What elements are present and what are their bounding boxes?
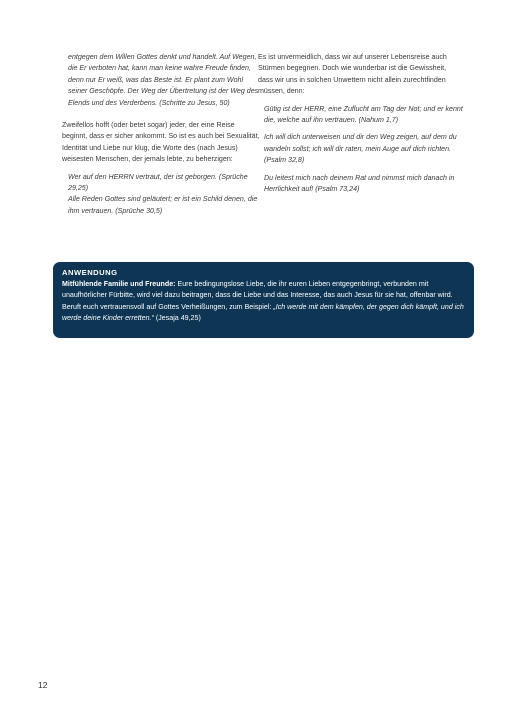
quote-psalm-32: Ich will dich unterweisen und dir den Weg zeigen, auf dem du wandeln sollst; ich will dir raten, mein Auge auf dich richten. (Psalm 32,8): [264, 133, 457, 165]
application-heading: ANWENDUNG: [62, 268, 118, 277]
page-number: 12: [38, 680, 48, 690]
quote-proverbs-29: Wer auf den HERRN vertraut, der ist geborgen. (Sprüche 29,25): [68, 172, 248, 193]
application-text: [62, 279, 465, 324]
application-box: [53, 262, 474, 338]
right-column: [258, 52, 463, 195]
application-quote: „Ich werde mit dem kämpfen, der gegen dich kämpft, und ich werde deine Kinder erretten.“: [62, 302, 464, 322]
quote-nahum: Gütig ist der HERR, eine Zuflucht am Tag der Not; und er kennt die, welche auf ihn vertrauen. (Nahum 1,7): [264, 104, 463, 125]
application-lead: Mitfühlende Familie und Freunde:: [62, 280, 176, 289]
application-source: (Jesaja 49,25): [153, 313, 201, 322]
application-body: Eure bedingungslose Liebe, die ihr euren Lieben entgegenbringt, verbunden mit unaufhörlicher Fürbitte, wird viel dazu beitragen, dass die Liebe und das Interesse, das auch Jesus für sie hat, offenbar wird. Beruft euch vertrauensvoll auf Gottes Verheißungen, zum Beispiel:: [62, 280, 453, 311]
left-column: [62, 52, 260, 217]
quote-top: entgegen dem Willen Gottes denkt und handelt. Auf Wegen, die Er verboten hat, kann man keine wahre Freude finden, denn nur Er weiß, was das Beste ist. Er plant zum Wohl seiner Geschöpfe. Der Weg der Übertretung ist der Weg des Elends und des Verderbens. (Schritte zu Jesus, 50): [68, 53, 259, 107]
body-paragraph-left: Zweifellos hofft (oder betet sogar) jeder, der eine Reise beginnt, dass er sicher ankommt. So ist es auch bei Sexualität, Identität und Liebe nur klug, die Worte des (nach Jesus) weisesten Menschen, der jemals lebte, zu beherzigen:: [62, 121, 260, 164]
quote-psalm-73: Du leitest mich nach deinem Rat und nimmst mich danach in Herrlichkeit auf! (Psalm 73,24): [264, 173, 455, 194]
body-paragraph-right: Es ist unvermeidlich, dass wir auf unserer Lebensreise auch Stürmen begegnen. Doch wie wunderbar ist die Gewissheit, dass wir uns in solchen Unwettern nicht allein zurechtfinden müssen, denn:: [258, 53, 447, 96]
quote-proverbs-30: Alle Reden Gottes sind geläutert; er ist ein Schild denen, die ihm vertrauen. (Sprüche 30,5): [68, 195, 258, 215]
